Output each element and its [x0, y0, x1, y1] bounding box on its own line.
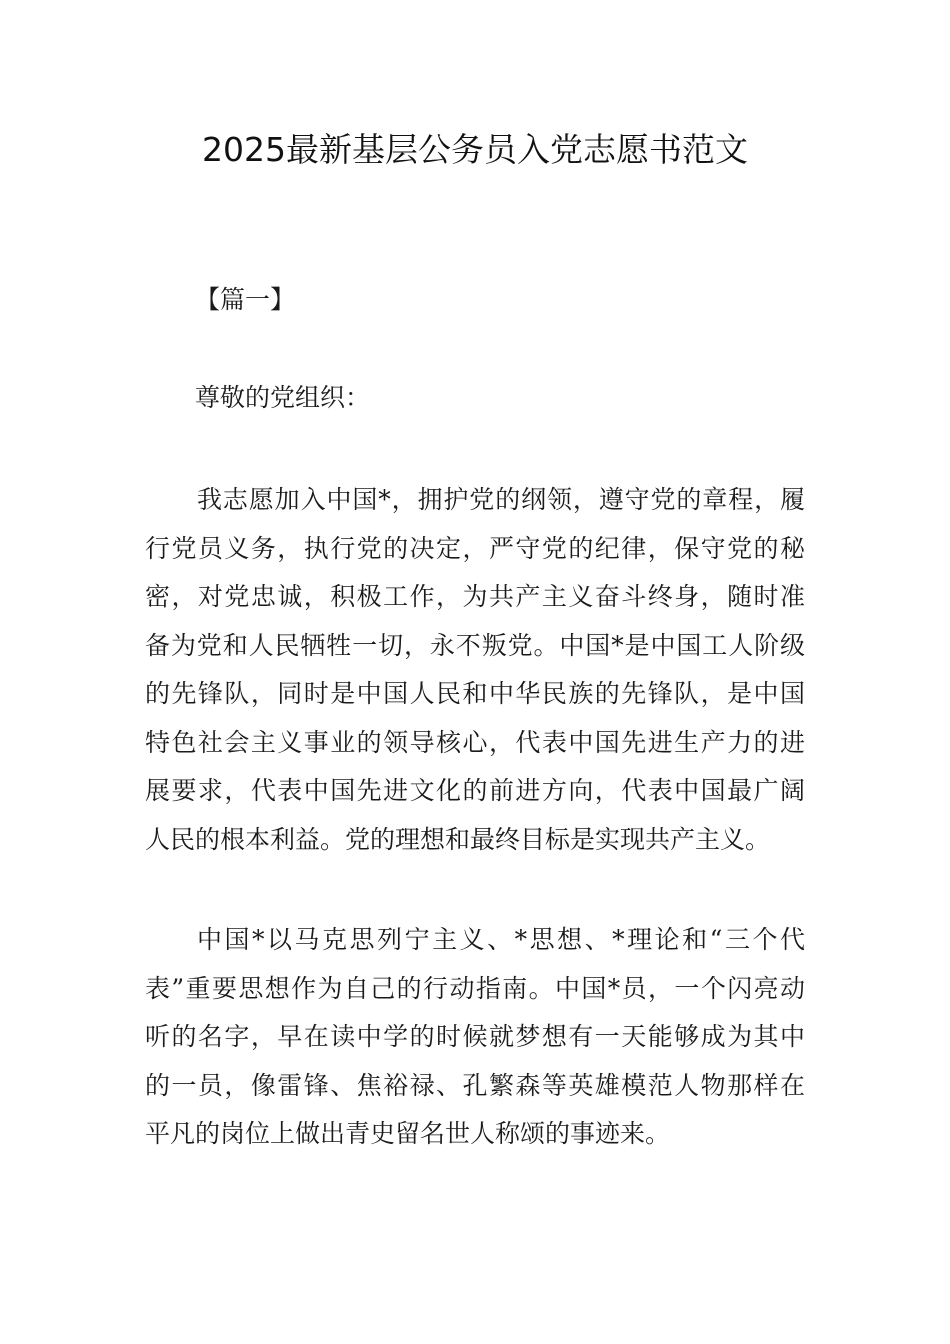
paragraph-line: 表”重要思想作为自己的行动指南。中国*员，一个闪亮动: [145, 973, 805, 1003]
paragraph-line: 听的名字，早在读中学的时候就梦想有一天能够成为其中: [145, 1022, 805, 1051]
salutation: 尊敬的党组织：: [195, 383, 371, 412]
paragraph-line: 平凡的岗位上做出青史留名世人称颂的事迹来。: [145, 1119, 671, 1148]
body-paragraph: [145, 476, 805, 864]
paragraph-line: 人民的根本利益。党的理想和最终目标是实现共产主义。: [145, 824, 771, 854]
paragraph-line: 我志愿加入中国*，拥护党的纲领，遵守党的章程，履: [197, 485, 805, 514]
paragraph-line: 密，对党忠诚，积极工作，为共产主义奋斗终身，随时准: [145, 582, 805, 611]
paragraph-line: 的先锋队，同时是中国人民和中华民族的先锋队，是中国: [145, 679, 805, 708]
paragraph-line: 行党员义务，执行党的决定，严守党的纪律，保守党的秘: [145, 533, 805, 563]
paragraph-line: 中国*以马克思列宁主义、*思想、*理论和“三个代: [197, 925, 805, 954]
paragraph-line: 特色社会主义事业的领导核心，代表中国先进生产力的进: [145, 727, 805, 757]
paragraph-line: 展要求，代表中国先进文化的前进方向，代表中国最广阔: [145, 776, 805, 805]
document-title: 2025最新基层公务员入党志愿书范文: [202, 130, 748, 169]
body-paragraph: [145, 916, 805, 1159]
paragraph-line: 备为党和人民牺牲一切，永不叛党。中国*是中国工人阶级: [145, 630, 805, 660]
section-label: 【篇一】: [195, 285, 296, 314]
paragraph-line: 的一员，像雷锋、焦裕禄、孔繁森等英雄模范人物那样在: [145, 1070, 805, 1100]
